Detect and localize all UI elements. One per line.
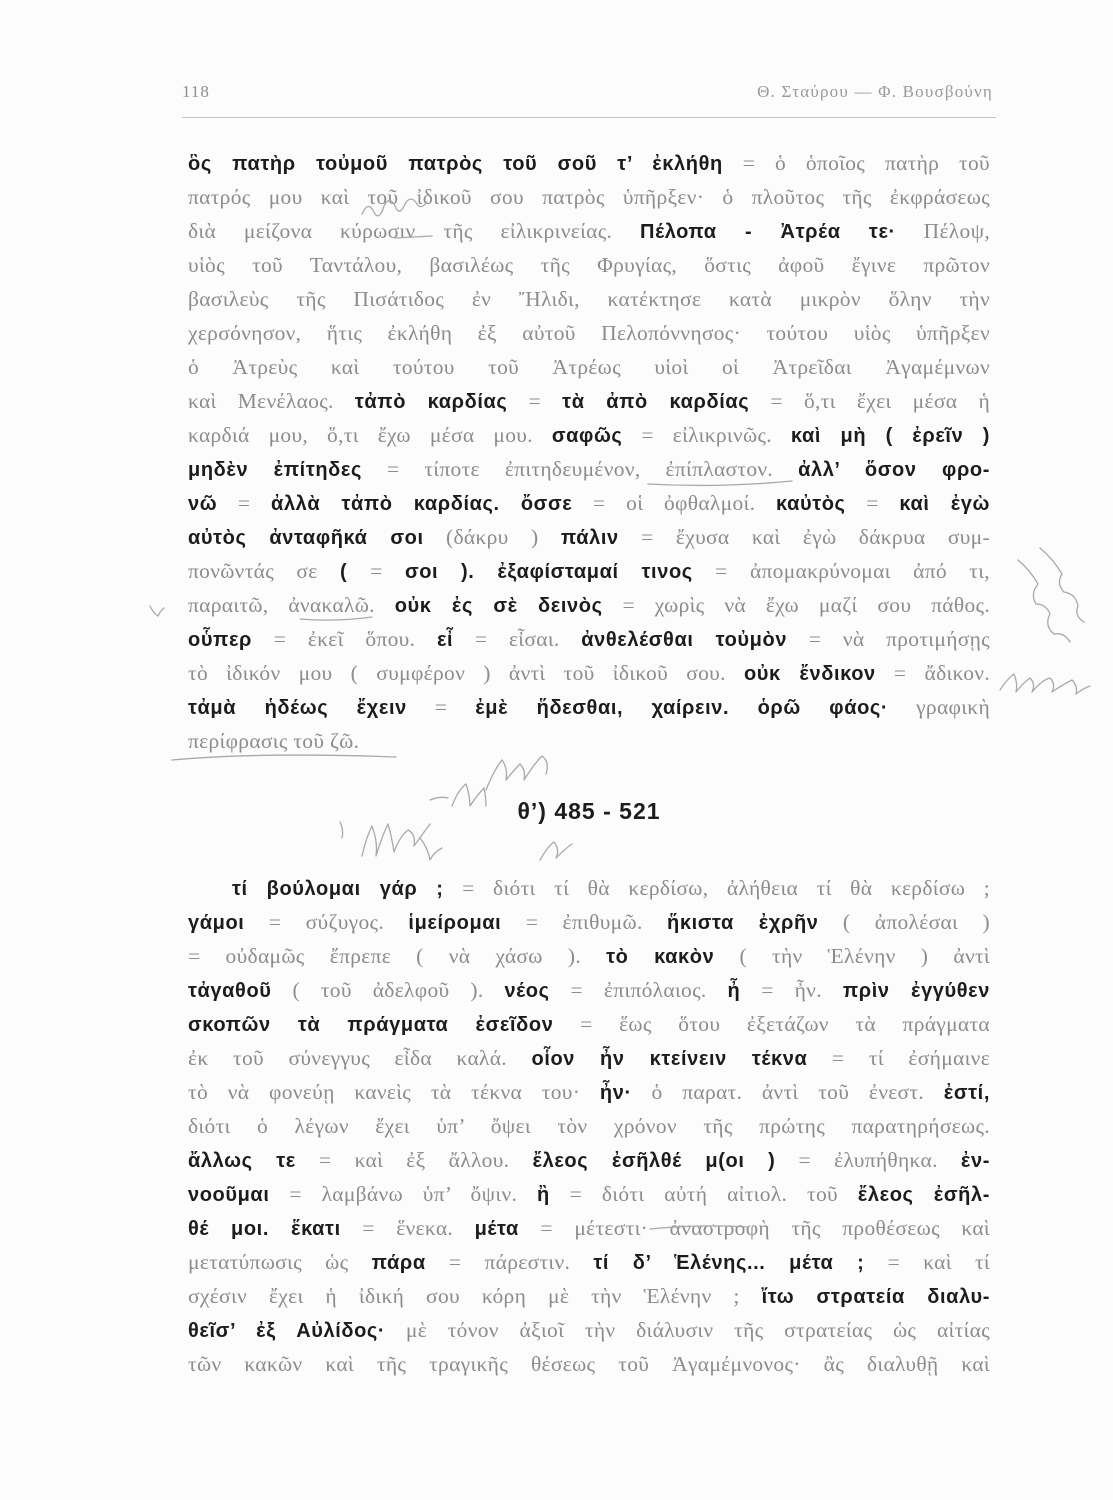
text-line bbox=[188, 1245, 990, 1279]
text-line bbox=[188, 622, 990, 656]
text-line bbox=[188, 1177, 990, 1211]
gloss-text: διότι ὁ λέγων ἔχει ὑπ’ ὄψει τὸν χρόνον τῆς πρώτης παρατηρήσεως. bbox=[188, 1114, 990, 1138]
gloss-text: τῶν κακῶν καὶ τῆς τραγικῆς θέσεως τοῦ Ἀγαμέμνονος· ἂς διαλυθῇ καὶ bbox=[188, 1352, 990, 1376]
gloss-text: βασιλεὺς τῆς Πισάτιδος ἐν Ἤλιδι, κατέκτησε κατὰ μικρὸν ὅλην τὴν bbox=[188, 287, 990, 311]
section-heading: θ’) 485 - 521 bbox=[517, 798, 661, 824]
text-line bbox=[188, 316, 990, 350]
text-line bbox=[188, 384, 990, 418]
lemma-text: νῶ bbox=[188, 493, 218, 515]
gloss-text: = μέτεστι· ἀναστροφὴ τῆς προθέσεως καὶ bbox=[518, 1216, 990, 1240]
lemma-text: πάρα bbox=[371, 1252, 426, 1274]
text-line bbox=[188, 973, 990, 1007]
pencil-mark bbox=[540, 842, 572, 860]
text-line bbox=[188, 1143, 990, 1177]
gloss-text: διὰ μείζονα κύρωσιν τῆς εἰλικρινείας. bbox=[188, 219, 641, 243]
gloss-text: = ὁ ὁποῖος πατὴρ τοῦ bbox=[722, 151, 990, 175]
text-line bbox=[188, 588, 990, 622]
pencil-mark bbox=[420, 838, 442, 860]
gloss-text: μὲ τόνον ἀξιοῖ τὴν διάλυσιν τῆς στρατείας ὡς αἰτίας bbox=[385, 1318, 990, 1342]
gloss-text: γραφικὴ bbox=[888, 695, 990, 719]
lemma-text: Πέλοπα - Ἀτρέα τε· bbox=[640, 221, 896, 243]
gloss-text: = οὐδαμῶς ἔπρεπε ( νὰ χάσω ). bbox=[188, 944, 607, 968]
lemma-text: ἦν· bbox=[599, 1082, 632, 1104]
text-line bbox=[188, 418, 990, 452]
text-line bbox=[188, 871, 990, 905]
gloss-text: Πέλοψ, bbox=[895, 219, 990, 243]
gloss-text: = ἦν. bbox=[740, 978, 843, 1002]
gloss-text: πονῶντάς σε bbox=[188, 559, 340, 583]
gloss-text: τὸ ἰδικόν μου ( συμφέρον ) ἀντὶ τοῦ ἰδικοῦ σου. bbox=[188, 661, 744, 685]
gloss-text: ( ἀπολέσαι ) bbox=[818, 910, 990, 934]
gloss-text: ὁ Ἀτρεὺς καὶ τούτου τοῦ Ἀτρέως υἱοὶ οἱ Ἀτρεῖδαι Ἀγαμέμνων bbox=[188, 355, 990, 379]
text-line bbox=[188, 1313, 990, 1347]
text-line bbox=[188, 1041, 990, 1075]
pencil-mark bbox=[1018, 560, 1070, 642]
gloss-text: χερσόνησον, ἥτις ἐκλήθη ἐξ αὐτοῦ Πελοπόννησος· τούτου υἱὸς ὑπῆρξεν bbox=[188, 321, 990, 345]
gloss-text: = διότι αὐτή αἰτιολ. τοῦ bbox=[549, 1182, 858, 1206]
lemma-text: νοοῦμαι bbox=[188, 1184, 270, 1206]
gloss-text: = πάρεστιν. bbox=[425, 1250, 594, 1274]
gloss-text: = ἕως ὅτου ἐξετάζων τὰ πράγματα bbox=[553, 1012, 990, 1036]
page-number: 118 bbox=[182, 82, 210, 101]
text-line bbox=[188, 146, 990, 180]
text-line bbox=[188, 248, 990, 282]
lemma-text: ἐμὲ ἥδεσθαι, χαίρειν. ὁρῶ φάος· bbox=[475, 697, 889, 719]
lemma-text: ἱμείρομαι bbox=[408, 912, 502, 934]
gloss-text: = ἐπιπόλαιος. bbox=[549, 978, 728, 1002]
lemma-text: καὶ μὴ ( ἐρεῖν ) bbox=[790, 425, 990, 447]
text-line bbox=[188, 1007, 990, 1041]
gloss-text: = καὶ ἐξ ἄλλου. bbox=[295, 1148, 533, 1172]
gloss-text: = ἀπομακρύνομαι ἀπό τι, bbox=[692, 559, 990, 583]
lemma-text: μηδὲν ἐπίτηδες bbox=[188, 459, 362, 481]
lemma-text: ἔλεος ἐσῆλ- bbox=[857, 1184, 990, 1206]
lemma-text: τὰ ἀπὸ καρδίας bbox=[562, 391, 750, 413]
lemma-text: γάμοι bbox=[188, 912, 245, 934]
lemma-text: ἔλεος ἐσῆλθέ μ(οι ) bbox=[532, 1150, 776, 1172]
lemma-text: αὐτὸς ἀνταφῆκά σοι bbox=[188, 527, 424, 549]
text-line bbox=[188, 520, 990, 554]
gloss-text: υἱὸς τοῦ Ταντάλου, βασιλέως τῆς Φρυγίας, ὅστις ἀφοῦ ἔγινε πρῶτον bbox=[188, 253, 990, 277]
gloss-text: = οἱ ὀφθαλμοί. bbox=[572, 491, 776, 515]
commentary-paragraph-1 bbox=[188, 146, 990, 758]
lemma-text: ὃς πατὴρ τοὐμοῦ πατρὸς τοῦ σοῦ τ’ ἐκλήθη bbox=[188, 153, 723, 175]
commentary-paragraph-2 bbox=[188, 871, 990, 1381]
gloss-text: (δάκρυ ) bbox=[423, 525, 561, 549]
lemma-text: πρὶν ἐγγύθεν bbox=[842, 980, 990, 1002]
text-line bbox=[188, 486, 990, 520]
gloss-text: = bbox=[507, 389, 563, 413]
pencil-mark bbox=[486, 756, 547, 790]
text-line bbox=[188, 1109, 990, 1143]
gloss-text: ἐκ τοῦ σύνεγγυς εἶδα καλά. bbox=[188, 1046, 532, 1070]
lemma-text: ἀλλὰ τἀπὸ καρδίας. ὄσσε bbox=[271, 493, 573, 515]
lemma-text: σοι ). ἐξαφίσταμαί τινος bbox=[404, 561, 693, 583]
gloss-text: = ὅ,τι ἔχει μέσα ἡ bbox=[749, 389, 990, 413]
text-line bbox=[188, 282, 990, 316]
text-line bbox=[188, 939, 990, 973]
gloss-text: ( τοῦ ἀδελφοῦ ). bbox=[271, 978, 505, 1002]
lemma-text: θέ μοι. ἕκατι bbox=[188, 1218, 341, 1240]
lemma-text: οἷον ἦν κτείνειν τέκνα bbox=[531, 1048, 808, 1070]
gloss-text: πατρός μου καὶ τοῦ ἰδικοῦ σου πατρὸς ὑπῆρξεν· ὁ πλοῦτος τῆς ἐκφράσεως bbox=[188, 185, 990, 209]
text-line bbox=[188, 724, 990, 758]
text-line bbox=[188, 1279, 990, 1313]
gloss-text: = bbox=[406, 695, 476, 719]
text-line bbox=[188, 1347, 990, 1381]
lemma-text: ἦ bbox=[727, 980, 741, 1002]
lemma-text: πάλιν bbox=[560, 527, 619, 549]
gloss-text: = σύζυγος. bbox=[244, 910, 409, 934]
lemma-text: καὐτὸς bbox=[775, 493, 846, 515]
gloss-text: ( τὴν Ἑλένην ) ἀντὶ bbox=[714, 944, 990, 968]
pencil-mark bbox=[362, 824, 430, 856]
gloss-text: = λαμβάνω ὑπ’ ὄψιν. bbox=[269, 1182, 537, 1206]
lemma-text: οὐκ ἔνδικον bbox=[743, 663, 876, 685]
gloss-text: = ἐπιθυμῶ. bbox=[501, 910, 668, 934]
gloss-text: παραιτῶ, ἀνακαλῶ. bbox=[188, 593, 395, 617]
lemma-text: τὸ κακὸν bbox=[606, 946, 715, 968]
gloss-text: ὁ παρατ. ἀντὶ τοῦ ἐνεστ. bbox=[631, 1080, 944, 1104]
gloss-text: = bbox=[370, 559, 405, 583]
running-title: Θ. Σταύρου — Φ. Βουσβούνη bbox=[757, 82, 993, 101]
text-line bbox=[188, 1211, 990, 1245]
text-line bbox=[188, 656, 990, 690]
text-line bbox=[188, 690, 990, 724]
lemma-text: ( bbox=[340, 561, 371, 583]
lemma-text: τἀμὰ ἡδέως ἔχειν bbox=[188, 697, 407, 719]
gloss-text: = διότι τί θὰ κερδίσω, ἀλήθεια τί θὰ κερδίσω ; bbox=[443, 876, 990, 900]
gloss-text: = χωρὶς νὰ ἔχω μαζί σου πάθος. bbox=[602, 593, 990, 617]
lemma-text: ἐστί, bbox=[943, 1082, 990, 1104]
text-line bbox=[188, 214, 990, 248]
gloss-text: = εἶσαι. bbox=[453, 627, 582, 651]
lemma-text: νέος bbox=[504, 980, 550, 1002]
lemma-text: ἴτω στρατεία διαλυ- bbox=[761, 1286, 990, 1308]
gloss-text: τὸ νὰ φονεύῃ κανεὶς τὰ τέκνα του· bbox=[188, 1080, 600, 1104]
lemma-text: τί βούλομαι γάρ ; bbox=[232, 878, 444, 900]
lemma-text: τἀγαθοῦ bbox=[188, 980, 272, 1002]
lemma-text: οὗπερ bbox=[188, 629, 253, 651]
gloss-text: = ἄδικον. bbox=[875, 661, 990, 685]
gloss-text: = νὰ προτιμήσῃς bbox=[787, 627, 990, 651]
gloss-text: = ἕνεκα. bbox=[340, 1216, 475, 1240]
gloss-text: = τίποτε ἐπιτηδευμένον, ἐπίπλαστον. bbox=[361, 457, 799, 481]
lemma-text: τί δ’ Ἑλένης... μέτα ; bbox=[593, 1252, 865, 1274]
lemma-text: ἀνθελέσθαι τοὐμὸν bbox=[581, 629, 788, 651]
gloss-text: = ἐλυπήθηκα. bbox=[775, 1148, 961, 1172]
text-line bbox=[188, 905, 990, 939]
gloss-text: περίφρασις τοῦ ζῶ. bbox=[188, 729, 360, 753]
gloss-text: = bbox=[845, 491, 900, 515]
lemma-text: ἢ bbox=[536, 1184, 550, 1206]
gloss-text: = εἰλικρινῶς. bbox=[622, 423, 791, 447]
lemma-text: σκοπῶν τὰ πράγματα ἐσεῖδον bbox=[188, 1014, 554, 1036]
pencil-mark bbox=[150, 606, 164, 616]
pencil-mark bbox=[1040, 548, 1084, 622]
gloss-text: = καὶ τί bbox=[864, 1250, 990, 1274]
gloss-text: καρδιά μου, ὅ,τι ἔχω μέσα μου. bbox=[188, 423, 552, 447]
gloss-text: καὶ Μενέλαος. bbox=[188, 389, 355, 413]
header-rule bbox=[182, 117, 996, 118]
lemma-text: ἄλλως τε bbox=[188, 1150, 296, 1172]
lemma-text: τἀπὸ καρδίας bbox=[354, 391, 508, 413]
text-line bbox=[188, 180, 990, 214]
lemma-text: ἀλλ’ ὅσον φρο- bbox=[798, 459, 990, 481]
text-line bbox=[188, 350, 990, 384]
lemma-text: θεῖσ’ ἐξ Αὐλίδος· bbox=[188, 1320, 386, 1342]
gloss-text: = bbox=[217, 491, 272, 515]
gloss-text: = ἔχυσα καὶ ἐγὼ δάκρυα συμ- bbox=[618, 525, 990, 549]
lemma-text: ἥκιστα ἐχρῆν bbox=[667, 912, 819, 934]
gloss-text: = ἐκεῖ ὅπου. bbox=[252, 627, 437, 651]
text-line bbox=[188, 554, 990, 588]
lemma-text: εἶ bbox=[436, 629, 454, 651]
pencil-mark bbox=[1000, 674, 1090, 694]
gloss-text: μετατύπωσις ὡς bbox=[188, 1250, 372, 1274]
lemma-text: καὶ ἐγὼ bbox=[899, 493, 990, 515]
text-line bbox=[188, 1075, 990, 1109]
lemma-text: μέτα bbox=[474, 1218, 519, 1240]
text-line bbox=[188, 452, 990, 486]
lemma-text: σαφῶς bbox=[551, 425, 623, 447]
gloss-text: = τί ἐσήμαινε bbox=[807, 1046, 990, 1070]
lemma-text: οὐκ ἐς σὲ δεινὸς bbox=[394, 595, 603, 617]
gloss-text: σχέσιν ἔχει ἡ ἰδική σου κόρη μὲ τὴν Ἑλένην ; bbox=[188, 1284, 762, 1308]
lemma-text: ἐν- bbox=[960, 1150, 990, 1172]
